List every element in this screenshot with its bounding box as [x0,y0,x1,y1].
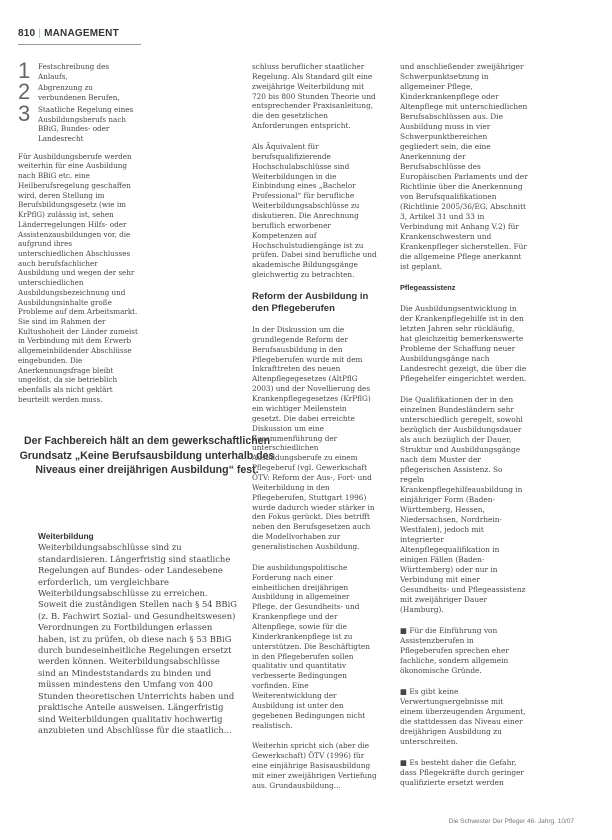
body-paragraph: Weiterbildungsabschlüsse sind zu standardisieren. Längerfristig sind staatliche Regelungen auf Bundes- oder Landesebene erforderlich, um vergleichbare Weiterbildungsabschlüsse zu erreichen. Soweit die zuständigen Stellen nach § 54 BBiG (z. B. Fachwirt Sozial- und Gesundheitswesen) Verordnungen zu Fortbildungen erlassen haben, ist zu prüfen, ob diese nach § 53 BBiG durch bundeseinheitliche Regelungen ersetzt werden können. Weiterbildungsabschlüsse sind an Mindeststandards zu binden und müssen mindestens den Umfang von 400 Stunden theoretischen Unterrichts haben und praktische Anteile ausweisen. Längerfristig sind Weiterbildungen qualitativ hochwertig anzubieten und Abschlüsse für die staatlich... [38,542,237,735]
column-3 [400,62,528,799]
body-paragraph: Die ausbildungspolitische Forderung nach einer einheitlichen dreijährigen Ausbildung in allgemeiner Pflege, der Gesundheits- und Krankenpflege und der Altenpflege, sowie für die Kinderkrankenpflege ist zu unterstützen. Die Beschäftigten in den Pflegeberufen sollen qualitativ und quantitativ verbesserte Bedingungen vorfinden. Eine Weiterentwicklung der Ausbildung ist unter den gegebenen Bedingungen nicht realistisch. [252,562,370,730]
list-item [18,58,138,83]
header-rule [18,44,141,45]
list-item [18,100,138,144]
bullet-item: ■ Es gibt keine Verwertungsergebnisse mit einem überzeugenden Argument, die stattdessen das Niveau einer dreijährigen Ausbildung zu unterschreiten. [400,687,526,746]
pull-quote: Der Fachbereich hält an dem gewerkschaftlichen Grundsatz „Keine Berufsausbildung unterhalb des Niveaus einer dreijährigen Ausbildung“ fest. [19,435,275,477]
list-text: Staatliche Regelung eines Ausbildungsberufs nach BBiG, Bundes- oder Landesrecht [38,104,134,144]
bullet-item: ■ Für die Einführung von Assistenzberufen in Pflegeberufen sprechen eher fachliche, sondern allgemein ökonomische Gründe. [400,626,509,675]
page-header [18,28,119,39]
numbered-list [18,58,138,144]
section-subheading: Weiterbildung [38,531,94,541]
body-paragraph: Die Qualifikationen der in den einzelnen Bundesländern sehr unterschiedlich geregelt, sowohl bezüglich der Ausbildungsdauer als auch bezüglich der Dauer, Struktur und Ausbildungsgänge nach dem Muster der pflegerischen Assistenz. So regeln Krankenpflegehilfeausbildung in einjähriger Form (Baden-Württemberg, Hessen, Niedersachsen, Nordrhein-Westfalen), jedoch mit integrierter Altenpflegequalifikation in einigen Fällen (Baden-Württemberg) oder nur in Verbindung mit einer Gesundheits- und Pflegeassistenz mit zweijähriger Dauer (Hamburg). [400,395,526,614]
list-number: 2 [18,79,31,105]
bullet-item: ■ Es besteht daher die Gefahr, dass Pflegekräfte durch geringer qualifizierte ersetzt werden [400,758,524,787]
body-paragraph: schluss beruflicher staatlicher Regelung. Als Standard gilt eine zweijährige Weiterbildung mit 720 bis 800 Stunden Theorie und entsprechender Praxisanleitung, die den gesetzlichen Anforderungen entspricht. [252,62,376,131]
list-text: Festschreibung des Anlaufs, [38,62,110,81]
body-paragraph: Als Äquivalent für berufsqualifizierende Hochschulabschlüsse sind Weiterbildungen in die Einbindung eines „Bachelor Professional“ für berufliche Weiterbildungsabschlüsse zu diskutieren. Die Anrechnung beruflich erworbener Kompetenzen auf Hochschulstudiengänge ist zu prüfen. Dabei sind berufliche und akademische Bildungsgänge gleichwertig zu betrachten. [252,142,377,280]
body-paragraph: In der Diskussion um die grundlegende Reform der Berufsausbildung in den Pflegeberufen wurde mit dem Inkrafttreten des neuen Altenpflegegesetzes (AltPflG 2003) und der Novellierung des Krankenpflegegesetzes (KrPflG) ein wichtiger Meilenstein gesetzt. Die dabei erreichte Diskussion um eine Zusammenführung der unterschiedlichen Ausbildungsberufe zu einem Pflegeberuf (vgl. Gewerkschaft ÖTV: Reform der Aus-, Fort- und Weiterbildung in den Pflegeberufen, Stuttgart 1996) wurde dadurch wieder stärker in den Fokus gerückt. Dies betrifft neben den Berufsgesetzen auch die Modellvorhaben zur generalistischen Ausbildung. [252,325,375,551]
section-name: MANAGEMENT [44,28,119,39]
list-number: 3 [18,100,31,126]
column-1 [18,58,138,415]
section-subheading: Pflegeassistenz [400,283,456,292]
page-number: 810 [18,28,36,39]
weiterbildung-section [38,531,238,736]
body-paragraph: und anschließender zweijähriger Schwerpunktsetzung in allgemeiner Pflege, Kinderkrankenpflege oder Altenpflege mit unterschiedlichen Berufsabschlüssen aus. Die Ausbildung muss in vier Schwerpunktbereichen gegliedert sein, die eine Anerkennung der Berufsabschlüsse des Europäischen Parlaments und der Richtlinie über die Anerkennung von Berufsqualifikationen (Richtlinie 2005/36/EG, Abschnitt 3, Artikel 31 und 33 in Verbindung mit Anhang V.2) für Krankenschwestern und Krankenpfleger sicherstellen. Für die allgemeine Pflege anerkannt ist geplant. [400,62,528,271]
body-paragraph: Für Ausbildungsberufe werden weiterhin für eine Ausbildung nach BBiG etc. eine Heilberufsregelung geschaffen wird, deren Stellung im Berufsbildungsgesetz (wie im KrPflG) zulässig ist, sehen Länderregelungen Hilfs- oder Assistenzausbildungen vor, die aufgrund ihres unterschiedlichen Abschlusses auch berufsfachlicher Ausbildung und wegen der sehr unterschiedlichen Ausbildungsbezeichnung und Ausbildungsinhalte große Probleme auf dem Arbeitsmarkt. Sie sind im Rahmen der Kultushoheit der Länder zumeist in Verbindung mit dem Erwerb allgemeinbildender Abschlüsse eingebunden. Die Anerkennungsfrage bleibt ungelöst, da sie betrieblich ebenfalls als nicht geklärt beurteilt werden muss. [18,151,138,404]
list-number: 1 [18,58,31,83]
page-footer: Die Schwester Der Pfleger 46. Jahrg. 10/07 [448,818,574,825]
column-2 [252,62,377,802]
body-paragraph: Weiterhin spricht sich (aber die Gewerkschaft) ÖTV (1996) für eine einjährige Basisausbildung mit einer zweijährigen Vertiefung aus. Grundausbildung... [252,741,377,790]
section-heading: Reform der Ausbildung in den Pflegeberufen [252,291,369,315]
header-separator: | [38,28,42,39]
list-text: Abgrenzung zu verbundenen Berufen, [38,83,120,103]
list-item [18,79,138,105]
body-paragraph: Die Ausbildungsentwicklung in der Krankenpflegehilfe ist in den letzten Jahren sehr rückläufig, hat gleichzeitig bemerkenswerte Probleme der Schaffung neuer Ausbildungsgänge nach Landesrecht gezeigt, die über die Pflegehelfer eingerichtet werden. [400,304,527,383]
